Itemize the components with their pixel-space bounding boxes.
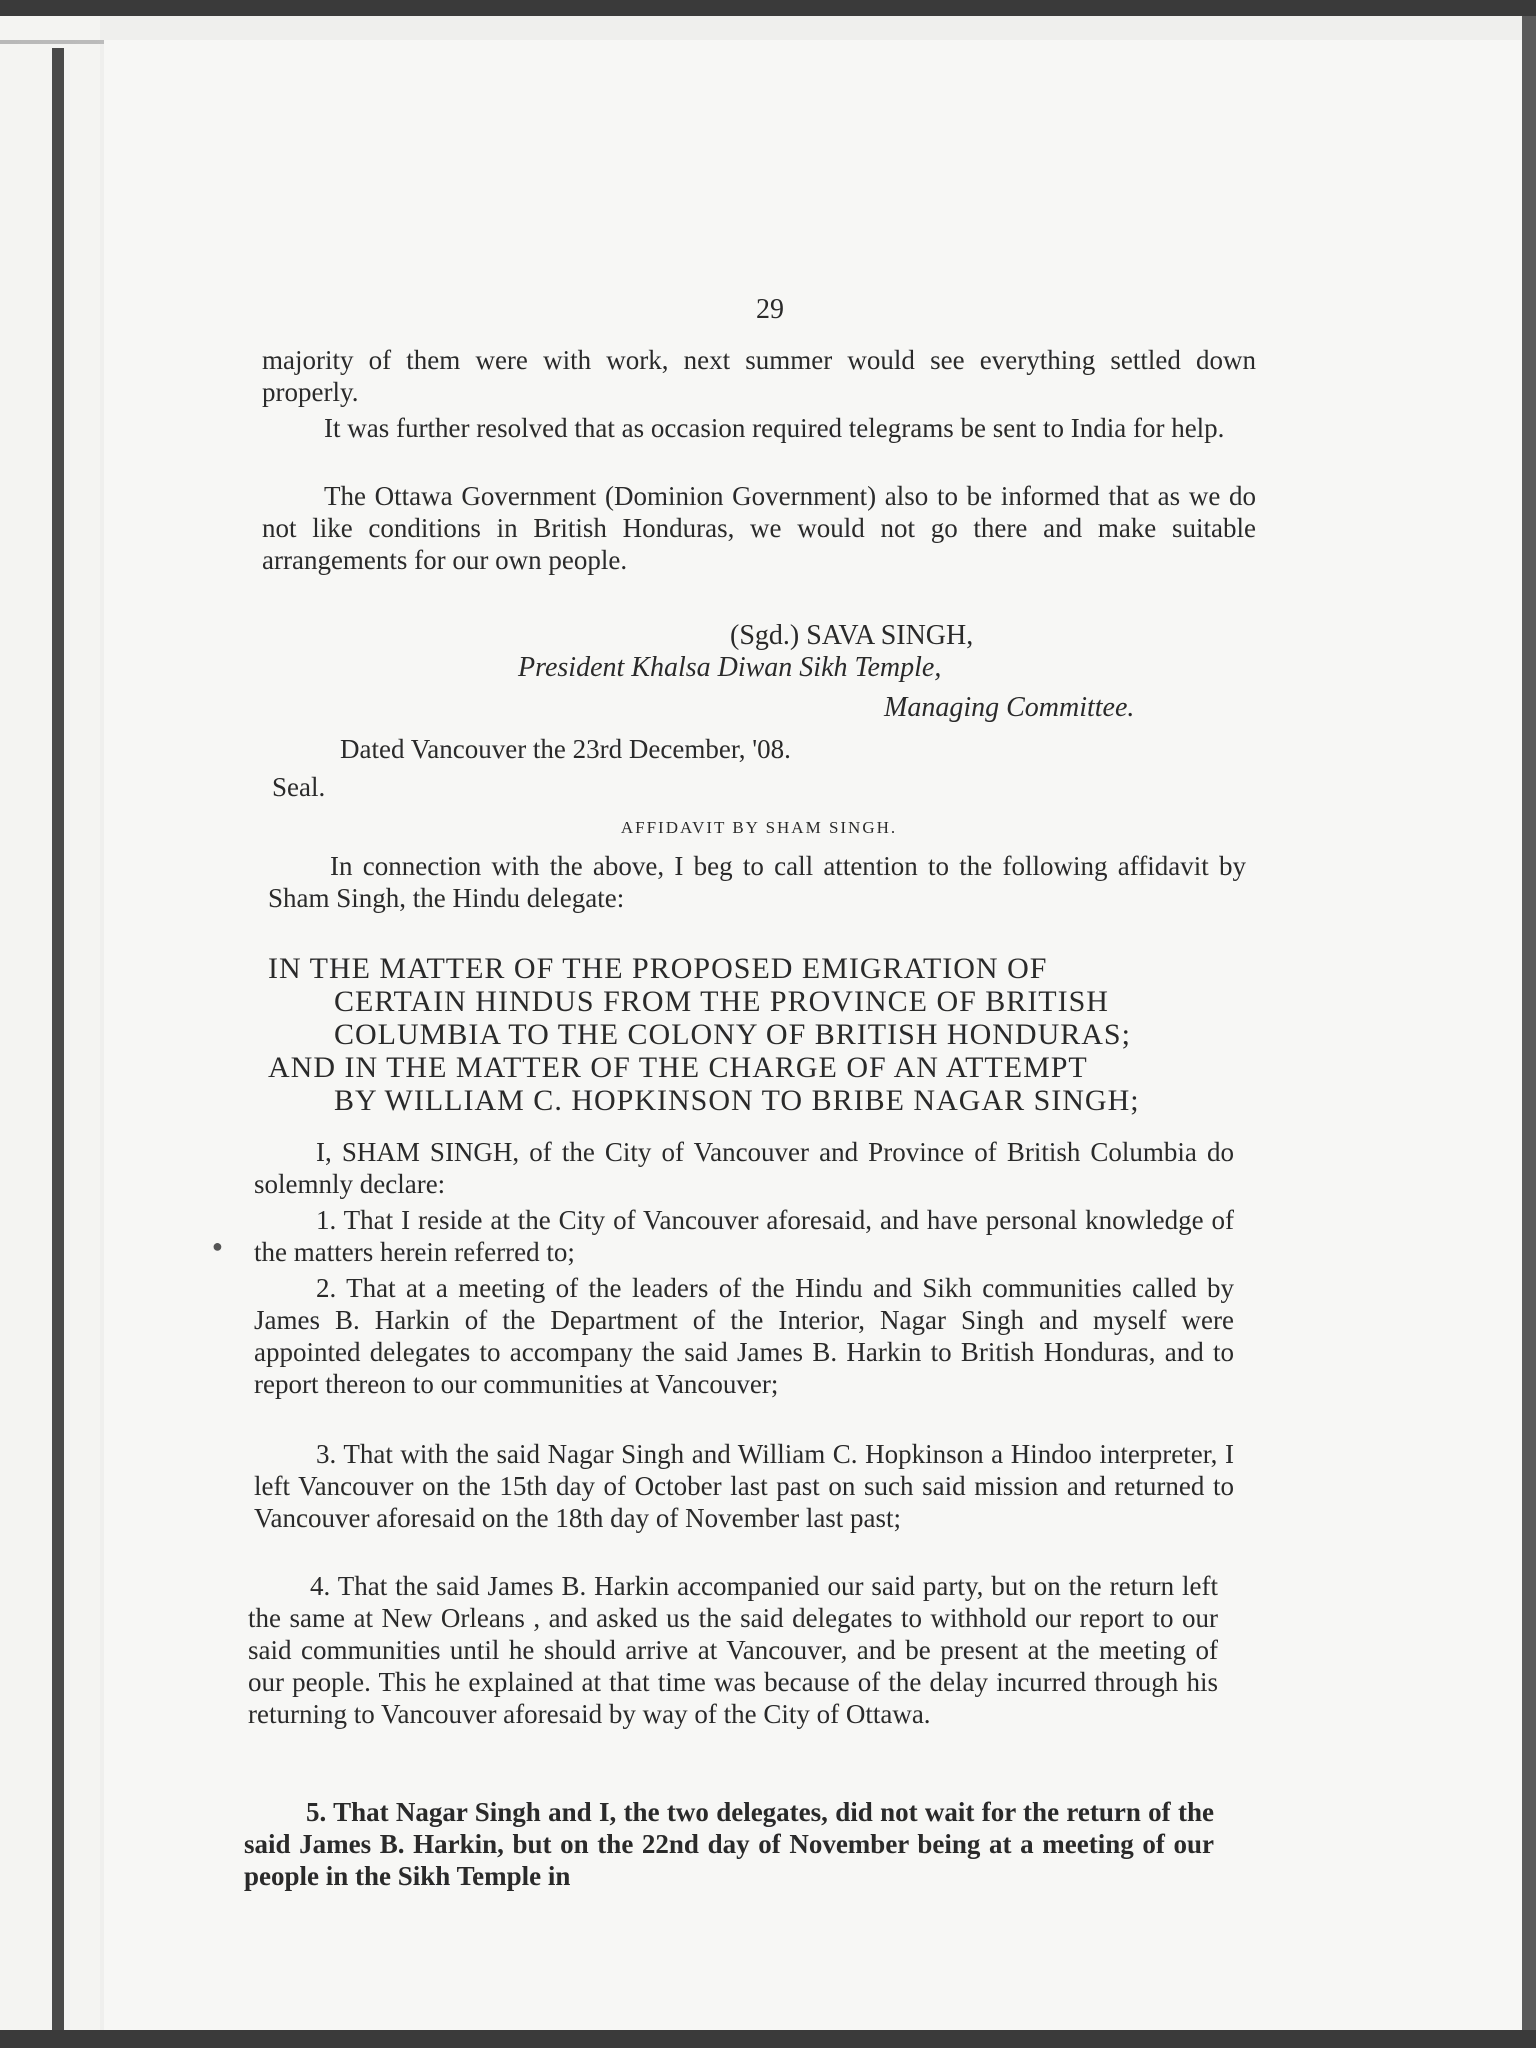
paragraph-continued: majority of them were with work, next summer would see everything settled down properly. <box>262 345 1256 407</box>
signature-title: President Khalsa Diwan Sikh Temple, <box>518 652 942 683</box>
point-3: 3. That with the said Nagar Singh and William C. Hopkinson a Hindoo interpreter, I left Vancouver on the 15th day of October last past on such said mission and returned to Vancouver aforesaid on the 18th day of November last past; <box>254 1439 1234 1533</box>
point-4: 4. That the said James B. Harkin accompanied our said party, but on the return left the same at New Orleans , and asked us the said delegates to withhold our report to our said communities until he should arrive at Vancouver, and be present at the meeting of our people. This he explained at that time was because of the delay incurred through his returning to Vancouver aforesaid by way of the City of Ottawa. <box>248 1571 1218 1729</box>
matter-line: AND IN THE MATTER OF THE CHARGE OF AN ATTEMPT <box>268 1051 1088 1084</box>
declaration-intro: I, SHAM SINGH, of the City of Vancouver and Province of British Columbia do solemnly declare: <box>254 1137 1234 1199</box>
page-number: 29 <box>756 294 784 325</box>
binding-gutter <box>52 48 64 2030</box>
matter-line: CERTAIN HINDUS FROM THE PROVINCE OF BRITISH <box>334 985 1109 1018</box>
point-2: 2. That at a meeting of the leaders of the Hindu and Sikh communities called by James B. Harkin of the Department of the Interior, Nagar Singh and myself were appointed delegates to accompany the said James B. Harkin to British Honduras, and to report thereon to our communities at Vancouver; <box>254 1273 1234 1399</box>
paragraph-connection: In connection with the above, I beg to call attention to the following affidavit by Sham Singh, the Hindu delegate: <box>268 851 1246 913</box>
signature-name: (Sgd.) SAVA SINGH, <box>730 620 974 651</box>
scan-right-border <box>1522 16 1536 2030</box>
matter-line: IN THE MATTER OF THE PROPOSED EMIGRATION OF <box>268 952 1048 985</box>
matter-line: COLUMBIA TO THE COLONY OF BRITISH HONDURAS; <box>334 1018 1131 1051</box>
point-1: 1. That I reside at the City of Vancouver aforesaid, and have personal knowledge of the matters herein referred to; <box>254 1205 1234 1267</box>
paragraph-ottawa: The Ottawa Government (Dominion Government) also to be informed that as we do not like conditions in British Honduras, we would not go there and make suitable arrangements for our own people. <box>262 481 1256 575</box>
scan-bottom-border <box>0 2030 1536 2048</box>
seal-label: Seal. <box>272 772 326 802</box>
matter-line: BY WILLIAM C. HOPKINSON TO BRIBE NAGAR SINGH; <box>334 1084 1140 1117</box>
paragraph-resolved: It was further resolved that as occasion required telegrams be sent to India for help. <box>324 413 1225 443</box>
affidavit-heading: AFFIDAVIT BY SHAM SINGH. <box>620 818 898 837</box>
point-5: 5. That Nagar Singh and I, the two delegates, did not wait for the return of the said James B. Harkin, but on the 22nd day of November being at a meeting of our people in the Sikh Temple in <box>244 1797 1214 1891</box>
signature-committee: Managing Committee. <box>884 692 1135 723</box>
facing-page-edge <box>0 16 100 2030</box>
matter-heading <box>268 952 1236 1117</box>
margin-mark: ● <box>212 1236 223 1256</box>
scan-top-border <box>0 0 1536 16</box>
dated-line: Dated Vancouver the 23rd December, '08. <box>340 734 791 764</box>
